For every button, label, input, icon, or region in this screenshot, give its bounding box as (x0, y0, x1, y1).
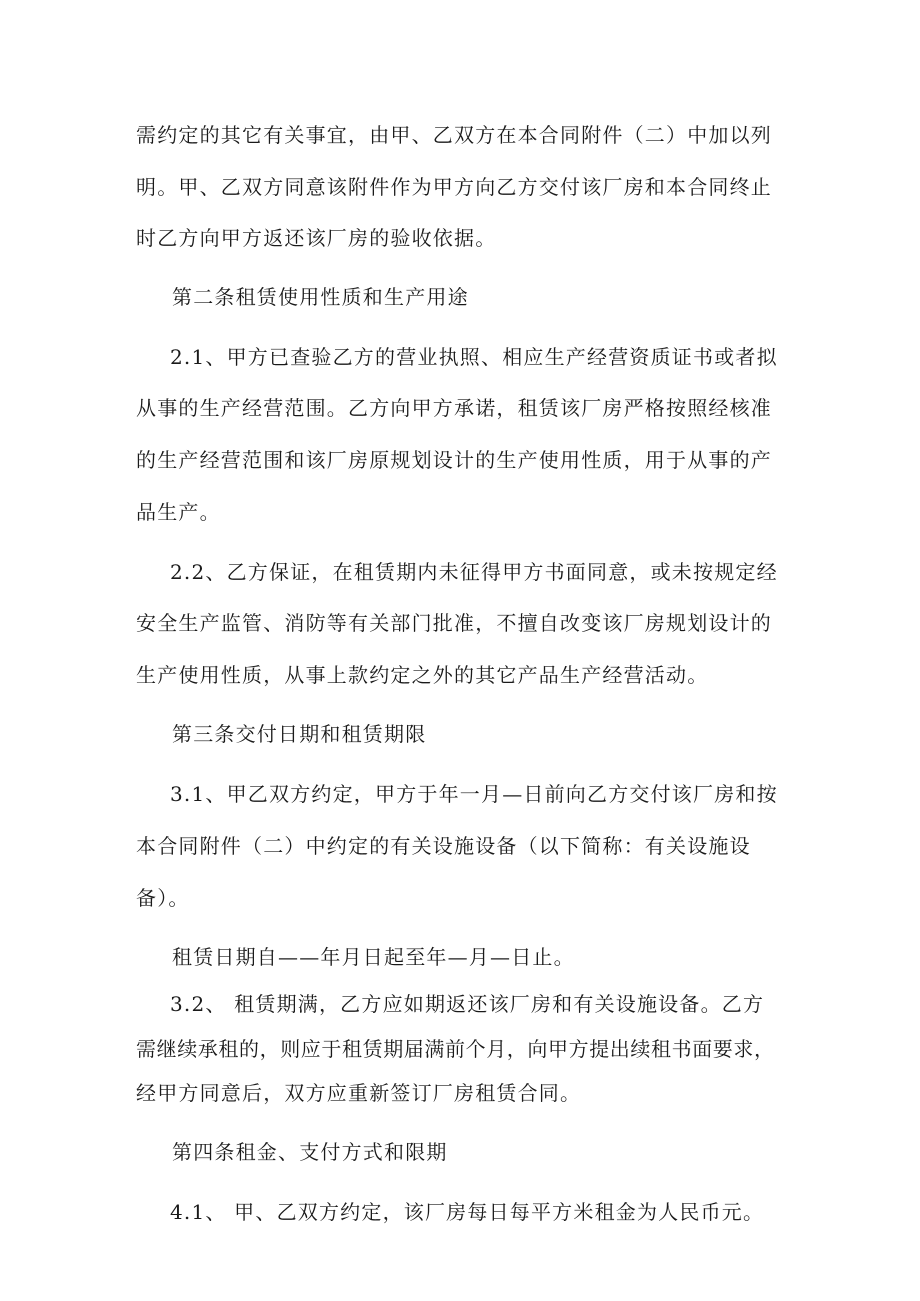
text-line: 2.1、甲方已查验乙方的营业执照、相应生产经营资质证书或者拟 (170, 345, 778, 369)
text-line: 3.2、 租赁期满，乙方应如期返还该厂房和有关设施设备。乙方 (170, 992, 765, 1016)
text-line: 品生产。 (136, 500, 221, 524)
text-line: 备）。 (136, 886, 190, 910)
text-line: 安全生产监管、消防等有关部门批准，不擅自改变该厂房规划设计的 (136, 611, 772, 635)
text-line: 时乙方向甲方返还该厂房的验收依据。 (136, 226, 497, 250)
text-line: 2.2、乙方保证，在租赁期内未征得甲方书面同意，或未按规定经 (170, 560, 778, 584)
text-line: 租赁日期自——年月日起至年—月—日止。 (172, 945, 575, 969)
text-line: 4.1、 甲、乙双方约定，该厂房每日每平方米租金为人民币元。 (170, 1200, 765, 1224)
text-line: 的生产经营范围和该厂房原规划设计的生产使用性质，用于从事的产 (136, 448, 772, 472)
text-line: 需约定的其它有关事宜，由甲、乙双方在本合同附件（二）中加以列 (136, 123, 772, 147)
text-line: 明。甲、乙双方同意该附件作为甲方向乙方交付该厂房和本合同终止 (136, 175, 772, 199)
section-heading: 第三条交付日期和租赁期限 (172, 722, 427, 746)
section-heading: 第二条租赁使用性质和生产用途 (172, 285, 469, 309)
text-line: 需继续承租的，则应于租赁期届满前个月，向甲方提出续租书面要求， (136, 1037, 775, 1061)
text-line: 本合同附件（二）中约定的有关设施设备（以下简称：有关设施设 (136, 834, 751, 858)
text-line: 经甲方同意后，双方应重新签订厂房租赁合同。 (136, 1081, 582, 1105)
text-line: 从事的生产经营范围。乙方向甲方承诺，租赁该厂房严格按照经核准 (136, 396, 772, 420)
section-heading: 第四条租金、支付方式和限期 (172, 1140, 448, 1164)
text-line: 生产使用性质，从事上款约定之外的其它产品生产经营活动。 (136, 663, 709, 687)
text-line: 3.1、甲乙双方约定，甲方于年一月—日前向乙方交付该厂房和按 (170, 782, 778, 806)
